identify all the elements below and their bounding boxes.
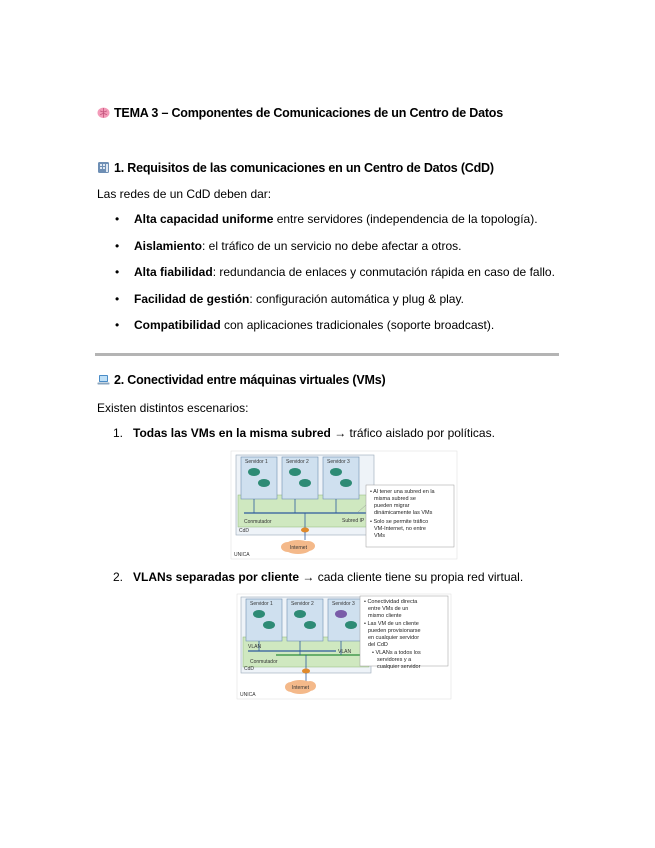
- item-text: entre servidores (independencia de la topología).: [273, 212, 538, 226]
- server-box: [328, 599, 364, 641]
- server-box: [246, 599, 282, 641]
- callout-note: • Conectividad directa entre VMs de un mismo cliente • Las VM de un cliente pueden provisionarse en cualquier servidor del CdD • VLANs a todos los servidores y a cualquier servidor: [364, 599, 421, 670]
- cdd-label: CdD: [239, 528, 250, 534]
- section2-heading: [97, 373, 385, 387]
- item-text: : redundancia de enlaces y conmutación rápida en caso de fallo.: [212, 265, 555, 279]
- router-icon: [301, 528, 309, 533]
- internet-label: Internet: [292, 685, 309, 691]
- server-label: Servidor 1: [250, 601, 273, 607]
- item-text: : configuración automática y plug & play.: [249, 291, 464, 306]
- page-title: [97, 106, 503, 120]
- switch-label: Conmutador: [250, 659, 278, 665]
- item-bold: VLANs separadas por cliente: [133, 570, 300, 584]
- numbered-item: [113, 426, 495, 440]
- internet-label: Internet: [290, 545, 307, 551]
- item-text: → tráfico aislado por políticas.: [330, 426, 495, 440]
- server-label: Servidor 2: [291, 601, 314, 607]
- divider: [95, 353, 559, 356]
- item-bold: Aislamiento: [134, 238, 203, 253]
- list-item: [97, 259, 577, 286]
- item-number: 2.: [113, 570, 124, 584]
- figure-same-subnet: [230, 450, 458, 560]
- list-item: [97, 206, 577, 233]
- item-text: con aplicaciones tradicionales (soporte broadcast).: [220, 318, 495, 332]
- switch-label: Conmutador: [244, 519, 272, 525]
- item-bold: Alta capacidad uniforme: [134, 212, 274, 226]
- list-item: [97, 286, 577, 313]
- vlan-label: VLAN: [248, 644, 262, 650]
- section1-heading-text: 1. Requisitos de las comunicaciones en un Centro de Datos (CdD): [114, 161, 494, 175]
- subnet-label: Subred IP: [342, 518, 365, 524]
- section1-intro: Las redes de un CdD deben dar:: [97, 187, 272, 201]
- cdd-label: CdD: [244, 666, 255, 672]
- laptop-icon: [97, 373, 110, 386]
- section1-heading: [97, 161, 494, 175]
- list-item: [97, 312, 577, 339]
- server-box: [287, 599, 323, 641]
- item-text: : el tráfico de un servicio no debe afectar a otros.: [202, 238, 462, 253]
- server-box: [241, 457, 277, 499]
- brain-icon: [97, 106, 110, 119]
- page-title-text: TEMA 3 – Componentes de Comunicaciones de un Centro de Datos: [114, 106, 503, 120]
- building-icon: [97, 161, 110, 174]
- server-label: Servidor 3: [332, 601, 355, 607]
- item-text: → cada cliente tiene su propia red virtual.: [299, 570, 524, 584]
- section2-intro: Existen distintos escenarios:: [97, 401, 249, 415]
- list-item: [97, 233, 577, 260]
- server-label: Servidor 3: [327, 459, 350, 465]
- server-box: [323, 457, 359, 499]
- item-bold: Facilidad de gestión: [134, 291, 250, 306]
- callout-note: • Al tener una subred en la misma subred se pueden migrar dinámicamente las VMs • Solo se permite tráfico VM-Internet, no entre VMs: [370, 489, 435, 539]
- figure-vlan-per-client: [236, 593, 452, 700]
- item-number: 1.: [113, 426, 124, 440]
- router-icon: [302, 669, 310, 674]
- section2-heading-text: 2. Conectividad entre máquinas virtuales (VMs): [114, 373, 386, 387]
- item-bold: Compatibilidad: [134, 318, 221, 332]
- item-bold: Todas las VMs en la misma subred: [133, 426, 331, 440]
- numbered-item: [113, 570, 523, 584]
- server-label: Servidor 1: [245, 459, 268, 465]
- vlan-label: VLAN: [338, 649, 352, 655]
- item-bold: Alta fiabilidad: [134, 265, 213, 279]
- server-box: [282, 457, 318, 499]
- server-label: Servidor 2: [286, 459, 309, 465]
- requirements-list: [97, 206, 577, 339]
- corner-label: UNICA: [234, 552, 250, 558]
- corner-label: UNICA: [240, 692, 256, 698]
